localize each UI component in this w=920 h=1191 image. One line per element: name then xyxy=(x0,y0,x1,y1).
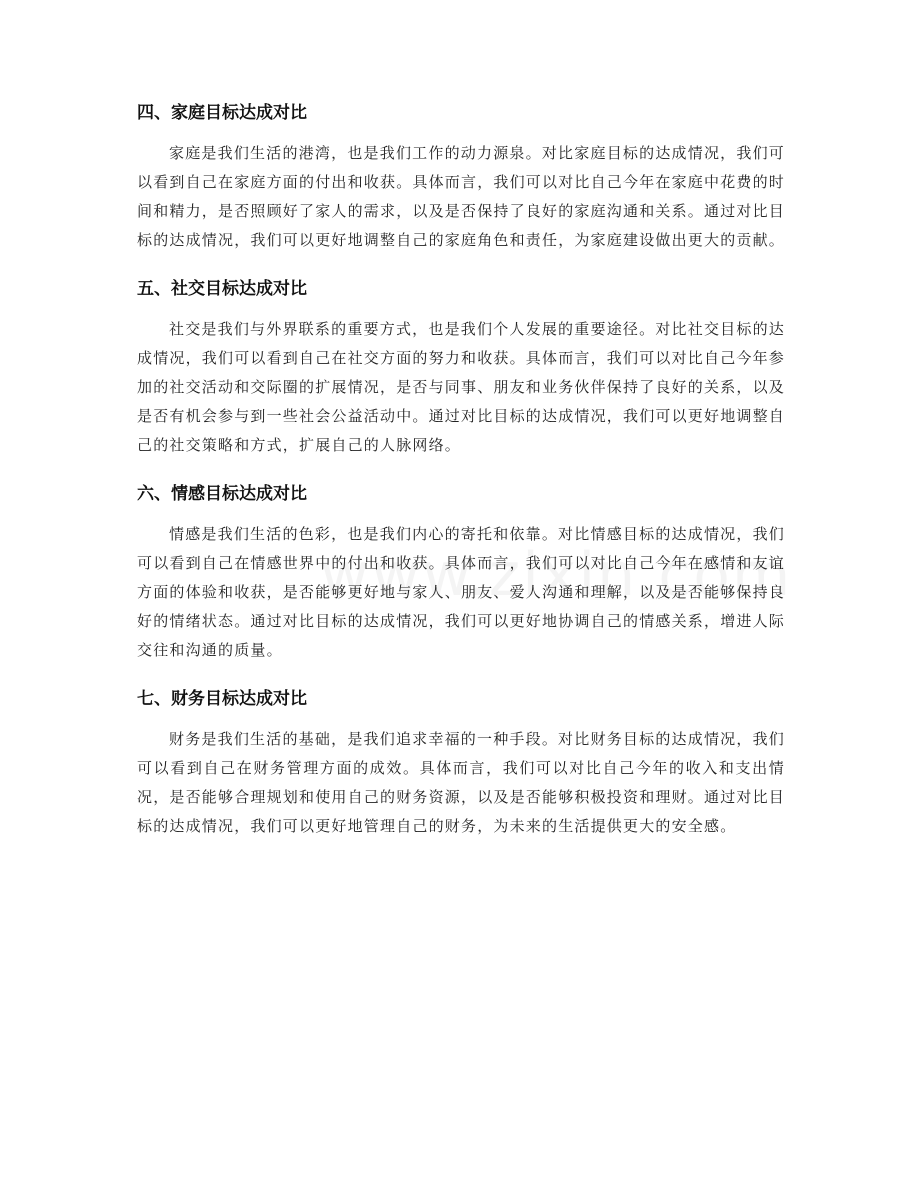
section-paragraph: 情感是我们生活的色彩，也是我们内心的寄托和依靠。对比情感目标的达成情况，我们可以看到自己在情感世界中的付出和收获。具体而言，我们可以对比自己今年在感情和友谊方面的体验和收获，是否能够更好地与家人、朋友、爱人沟通和理解，以及是否能够保持良好的情绪状态。通过对比目标的达成情况，我们可以更好地协调自己的情感关系，增进人际交往和沟通的质量。 xyxy=(137,525,786,659)
section-heading: 七、财务目标达成对比 xyxy=(137,689,307,709)
section-heading: 六、情感目标达成对比 xyxy=(137,484,307,504)
section-paragraph: 社交是我们与外界联系的重要方式，也是我们个人发展的重要途径。对比社交目标的达成情况，我们可以看到自己在社交方面的努力和收获。具体而言，我们可以对比自己今年参加的社交活动和交际圈的扩展情况，是否与同事、朋友和业务伙伴保持了良好的关系，以及是否有机会参与到一些社会公益活动中。通过对比目标的达成情况，我们可以更好地调整自己的社交策略和方式，扩展自己的人脉网络。 xyxy=(137,320,786,454)
section-heading: 五、社交目标达成对比 xyxy=(137,279,307,299)
section-paragraph: 财务是我们生活的基础，是我们追求幸福的一种手段。对比财务目标的达成情况，我们可以看到自己在财务管理方面的成效。具体而言，我们可以对比自己今年的收入和支出情况，是否能够合理规划和使用自己的财务资源，以及是否能够积极投资和理财。通过对比目标的达成情况，我们可以更好地管理自己的财务，为未来的生活提供更大的安全感。 xyxy=(137,730,786,835)
section-emotion xyxy=(137,483,785,665)
section-family xyxy=(137,102,785,255)
section-paragraph: 家庭是我们生活的港湾，也是我们工作的动力源泉。对比家庭目标的达成情况，我们可以看到自己在家庭方面的付出和收获。具体而言，我们可以对比自己今年在家庭中花费的时间和精力，是否照顾好了家人的需求，以及是否保持了良好的家庭沟通和关系。通过对比目标的达成情况，我们可以更好地调整自己的家庭角色和责任，为家庭建设做出更大的贡献。 xyxy=(137,144,786,249)
section-heading: 四、家庭目标达成对比 xyxy=(137,103,307,123)
section-social xyxy=(137,278,785,460)
document-content xyxy=(137,102,785,864)
section-finance xyxy=(137,688,785,841)
